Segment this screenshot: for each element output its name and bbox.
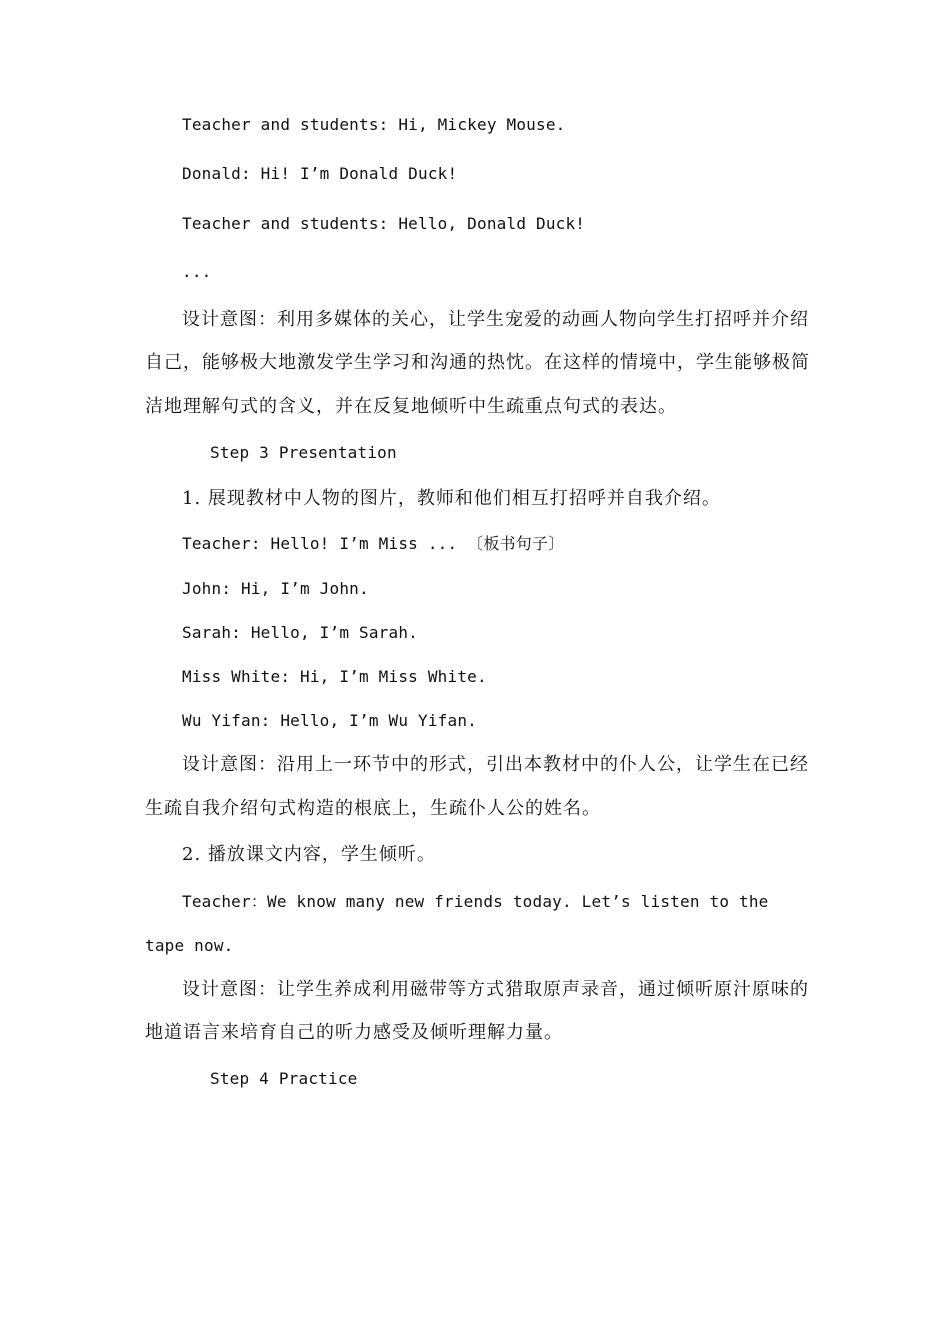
- dialogue-line-john: John: Hi, I’m John.: [182, 579, 369, 598]
- dialogue-line-teacher-tape-2: tape now.: [145, 936, 234, 955]
- design-intent-1-line-3: 洁地理解句式的含义，并在反复地倾听中生疏重点句式的表达。: [145, 396, 677, 417]
- dialogue-line-teacher-miss: Teacher: Hello! I’m Miss ... 〔板书句子〕: [182, 534, 565, 553]
- design-intent-1-line-2: 自己，能够极大地激发学生学习和沟通的热忱。在这样的情境中，学生能够极简: [145, 352, 810, 373]
- design-intent-2-line-1: 设计意图：沿用上一环节中的形式，引出本教材中的仆人公，让学生在已经: [182, 754, 809, 775]
- design-intent-3-line-2: 地道语言来培育自己的听力感受及倾听理解力量。: [145, 1022, 563, 1043]
- step-3-heading: Step 3 Presentation: [210, 443, 397, 462]
- ellipsis-line: ...: [182, 262, 212, 281]
- step-4-heading: Step 4 Practice: [210, 1069, 358, 1088]
- dialogue-line-teacher-students-donald: Teacher and students: Hello, Donald Duck!: [182, 214, 586, 233]
- design-intent-2-line-2: 生疏自我介绍句式构造的根底上，生疏仆人公的姓名。: [145, 798, 601, 819]
- design-intent-1-line-1: 设计意图：利用多媒体的关心，让学生宠爱的动画人物向学生打招呼并介绍: [182, 309, 809, 330]
- dialogue-line-wu-yifan: Wu Yifan: Hello, I’m Wu Yifan.: [182, 711, 477, 730]
- step-3-item-1: 1. 展现教材中人物的图片，教师和他们相互打招呼并自我介绍。: [182, 488, 721, 509]
- design-intent-3-line-1: 设计意图：让学生养成利用磁带等方式猎取原声录音，通过倾听原汁原味的: [182, 979, 809, 1000]
- step-3-item-2: 2. 播放课文内容，学生倾听。: [182, 844, 436, 865]
- dialogue-line-sarah: Sarah: Hello, I’m Sarah.: [182, 623, 418, 642]
- dialogue-line-teacher-students-mickey: Teacher and students: Hi, Mickey Mouse.: [182, 115, 566, 134]
- dialogue-line-miss-white: Miss White: Hi, I’m Miss White.: [182, 667, 487, 686]
- dialogue-line-donald: Donald: Hi! I’m Donald Duck!: [182, 164, 458, 183]
- dialogue-line-teacher-tape-1: Teacher：We know many new friends today. Let’s listen to the: [182, 892, 769, 911]
